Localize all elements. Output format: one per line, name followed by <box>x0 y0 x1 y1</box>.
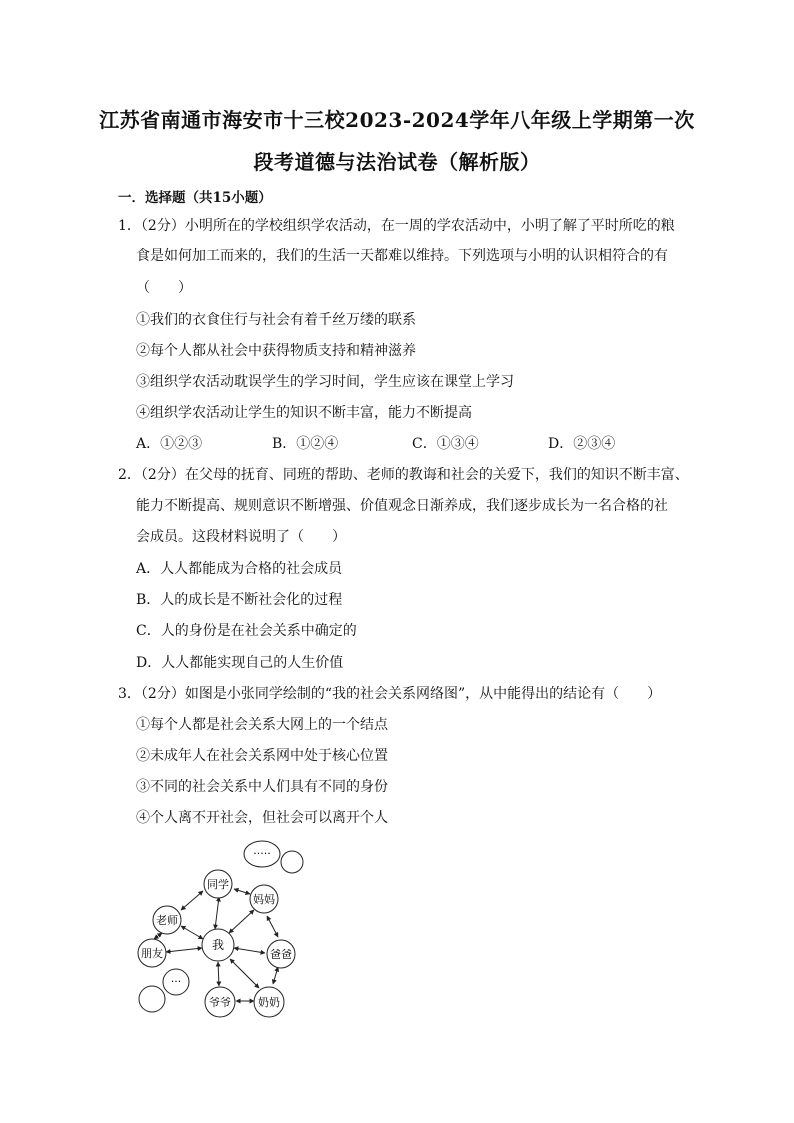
section-heading: 一．选择题（共15小题） <box>118 190 272 206</box>
node-me-label: 我 <box>211 938 225 952</box>
edge-me-grandpa <box>218 962 219 986</box>
q3-statement-2: ②未成年人在社会关系网中处于核心位置 <box>136 748 388 764</box>
node-classmate-label: 同学 <box>207 878 229 891</box>
node-friend-label: 朋友 <box>141 947 163 960</box>
q3-statement-3: ③不同的社会关系中人们具有不同的身份 <box>136 779 388 795</box>
q1-stem-line2: 食是如何加工而来的，我们的生活一天都难以维持。下列选项与小明的认识相符合的有 <box>136 248 668 264</box>
exam-title-line1: 江苏省南通市海安市十三校2023-2024学年八年级上学期第一次 <box>99 108 695 132</box>
q1-statement-1: ①我们的衣食住行与社会有着千丝万缕的联系 <box>136 312 416 328</box>
social-network-diagram <box>130 836 320 1022</box>
edge-me-teacher <box>181 926 203 939</box>
q2-option-d[interactable]: D．人人都能实现自己的人生价值 <box>136 655 344 671</box>
q1-option-a[interactable]: A．①②③ <box>136 436 203 452</box>
dots-label-top: ····· <box>253 847 271 860</box>
node-grandpa-label: 爷爷 <box>209 996 231 1009</box>
empty-node-mid <box>139 986 165 1012</box>
q1-stem-line1: 1．（2分）小明所在的学校组织学农活动，在一周的学农活动中，小明了解了平时所吃的粮 <box>118 218 675 234</box>
edge-me-dad <box>234 948 265 953</box>
q3-statement-1: ①每个人都是社会关系大网上的一个结点 <box>136 717 388 733</box>
q1-stem-line3: （ ） <box>136 280 192 296</box>
edge-me-grandma <box>230 959 259 988</box>
edge-mom-dad <box>267 916 278 937</box>
edge-me-friend <box>166 948 202 952</box>
node-grandma-label: 奶奶 <box>258 996 280 1009</box>
node-dad-label: 爸爸 <box>270 948 292 961</box>
edge-me-classmate <box>215 897 219 929</box>
q1-statement-3: ③组织学农活动耽误学生的学习时间，学生应该在课堂上学习 <box>136 374 514 390</box>
q2-stem-line1: 2．（2分）在父母的抚育、同班的帮助、老师的教诲和社会的关爱下，我们的知识不断丰富、 <box>118 467 689 483</box>
edge-classmate-mom <box>234 889 250 894</box>
node-mom-label: 妈妈 <box>253 893 275 906</box>
q1-option-c[interactable]: C．①③④ <box>412 436 479 452</box>
q3-stem-line1: 3．（2分）如图是小张同学绘制的“我的社会关系网络图”，从中能得出的结论有（ ） <box>118 686 662 702</box>
q2-option-c[interactable]: C．人的身份是在社会关系中确定的 <box>136 623 357 639</box>
empty-node-top <box>281 851 303 873</box>
q1-option-d[interactable]: D．②③④ <box>548 436 616 452</box>
q1-statement-2: ②每个人都从社会中获得物质支持和精神滋养 <box>136 343 416 359</box>
edge-me-mom <box>229 910 254 933</box>
node-teacher-label: 老师 <box>156 914 178 927</box>
q3-statement-4: ④个人离不开社会，但社会可以离开个人 <box>136 810 388 826</box>
edge-classmate-teacher <box>181 891 203 910</box>
q2-option-a[interactable]: A．人人都能成为合格的社会成员 <box>136 561 343 577</box>
q1-statement-4: ④组织学农活动让学生的知识不断丰富，能力不断提高 <box>136 405 472 421</box>
q1-option-b[interactable]: B．①②④ <box>272 436 339 452</box>
edge-teacher-friend <box>154 933 162 939</box>
dots-label-mid: ··· <box>170 975 182 988</box>
exam-title-line2: 段考道德与法治试卷（解析版） <box>253 150 541 174</box>
edge-dad-grandma <box>273 967 278 984</box>
q2-option-b[interactable]: B．人的成长是不断社会化的过程 <box>136 592 343 608</box>
q2-stem-line3: 会成员。这段材料说明了（ ） <box>136 529 346 545</box>
q2-stem-line2: 能力不断提高、规则意识不断增强、价值观念日渐养成，我们逐步成长为一名合格的社 <box>136 498 668 514</box>
